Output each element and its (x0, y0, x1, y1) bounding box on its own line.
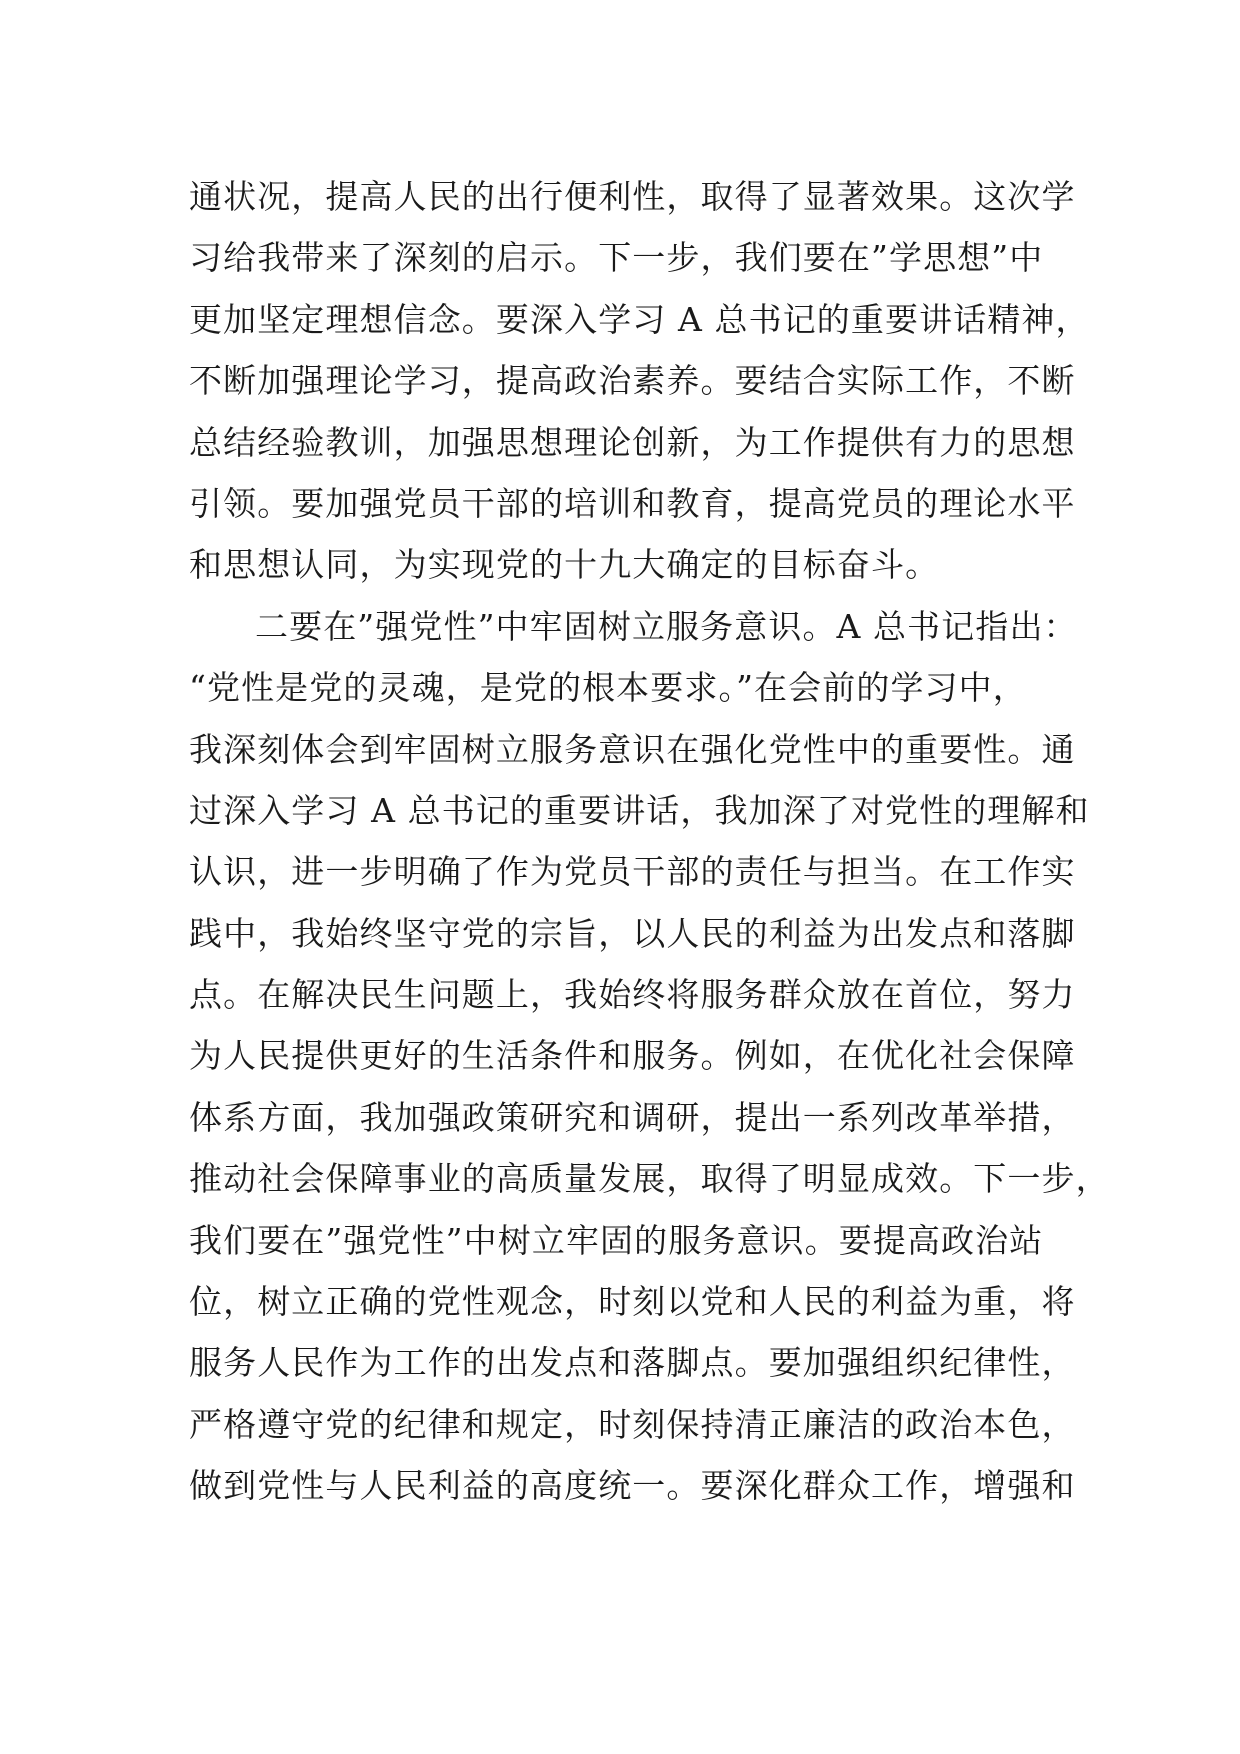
text-line: 我深刻体会到牢固树立服务意识在强化党性中的重要性。通 (189, 729, 1076, 769)
text-line: 推动社会保障事业的高质量发展，取得了明显成效。下一步， (189, 1159, 1110, 1199)
text-line: 为人民提供更好的生活条件和服务。例如，在优化社会保障 (189, 1036, 1076, 1076)
paragraph-start-line: 二要在”强党性”中牢固树立服务意识。A 总书记指出： (255, 606, 1078, 646)
text-line: 服务人民作为工作的出发点和落脚点。要加强组织纪律性， (189, 1343, 1076, 1383)
text-line: 位，树立正确的党性观念，时刻以党和人民的利益为重，将 (189, 1282, 1076, 1322)
text-line: 和思想认同，为实现党的十九大确定的目标奋斗。 (189, 545, 940, 585)
text-line: 引领。要加强党员干部的培训和教育，提高党员的理论水平 (189, 483, 1076, 523)
text-line: 总结经验教训，加强思想理论创新，为工作提供有力的思想 (189, 422, 1076, 462)
text-line: 通状况，提高人民的出行便利性，取得了显著效果。这次学 (189, 177, 1076, 216)
text-line: 我们要在”强党性”中树立牢固的服务意识。要提高政治站 (189, 1220, 1044, 1260)
text-line: 践中，我始终坚守党的宗旨，以人民的利益为出发点和落脚 (189, 913, 1076, 953)
text-line: 体系方面，我加强政策研究和调研，提出一系列改革举措， (189, 1097, 1076, 1137)
text-line: 做到党性与人民利益的高度统一。要深化群众工作，增强和 (189, 1466, 1076, 1506)
text-line: 点。在解决民生问题上，我始终将服务群众放在首位，努力 (189, 975, 1076, 1015)
text-line: 严格遵守党的纪律和规定，时刻保持清正廉洁的政治本色， (189, 1404, 1076, 1444)
text-line: “党性是党的灵魂，是党的根本要求。”在会前的学习中， (189, 668, 1027, 708)
text-line: 不断加强理论学习，提高政治素养。要结合实际工作，不断 (189, 361, 1076, 401)
text-line: 习给我带来了深刻的启示。下一步，我们要在”学思想”中 (189, 238, 1044, 278)
body-text (189, 166, 1110, 1517)
text-line: 更加坚定理想信念。要深入学习 A 总书记的重要讲话精神， (189, 299, 1090, 339)
text-line: 认识，进一步明确了作为党员干部的责任与担当。在工作实 (189, 852, 1076, 892)
text-line: 过深入学习 A 总书记的重要讲话，我加深了对党性的理解和 (189, 790, 1090, 830)
